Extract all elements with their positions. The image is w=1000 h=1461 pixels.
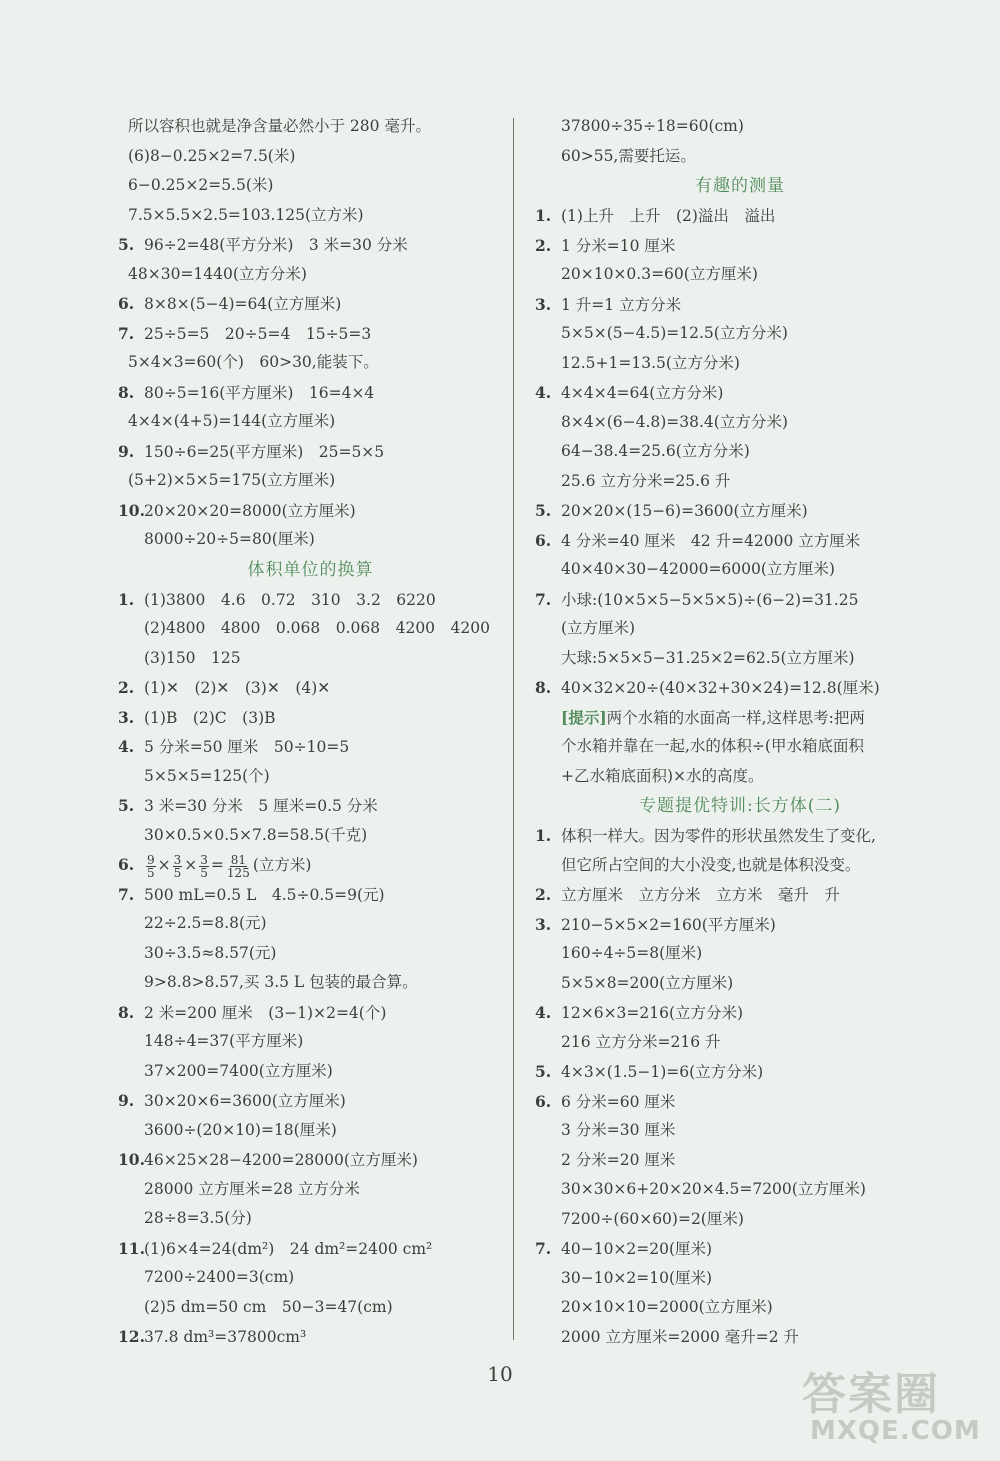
answer-text: 5×5×8=200(立方厘米) xyxy=(561,973,734,992)
fraction-denominator: 125 xyxy=(226,865,250,880)
answer-line xyxy=(535,112,945,142)
answer-line xyxy=(118,939,503,969)
answer-line xyxy=(535,644,945,674)
answer-text: (1)3800 4.6 0.72 310 3.2 6220 xyxy=(144,590,436,609)
answer-text: +乙水箱底面积)×水的高度。 xyxy=(561,766,764,785)
answer-line xyxy=(535,378,945,408)
answer-text: 5×5×5=125(个) xyxy=(144,766,270,785)
answer-line xyxy=(118,171,503,201)
answer-text: 216 立方分米=216 升 xyxy=(561,1032,721,1051)
question-number: 2. xyxy=(118,678,135,697)
section-heading: 体积单位的换算 xyxy=(247,559,374,580)
answer-line xyxy=(118,909,503,939)
answer-text: 立方厘米 立方分米 立方米 毫升 升 xyxy=(561,886,841,904)
answer-line xyxy=(535,496,945,526)
answer-line xyxy=(118,348,503,378)
answer-text: 500 mL=0.5 L 4.5÷0.5=9(元) xyxy=(144,885,385,904)
answer-line xyxy=(118,1322,503,1352)
question-number: 7. xyxy=(535,1239,552,1258)
question-number: 12. xyxy=(118,1327,145,1346)
answer-text: 2000 立方厘米=2000 毫升=2 升 xyxy=(561,1327,800,1346)
question-number: 7. xyxy=(118,884,135,904)
answer-text: 210−5×5×2=160(平方厘米) xyxy=(561,915,776,934)
answer-line xyxy=(118,703,503,733)
answer-line xyxy=(535,231,945,261)
answer-text: 40−10×2=20(厘米) xyxy=(561,1240,713,1258)
math-operator: = xyxy=(210,856,224,874)
answer-text: (2)5 dm=50 cm 50−3=47(cm) xyxy=(144,1297,393,1316)
answer-line xyxy=(118,1204,503,1234)
answer-text: 7200÷(60×60)=2(厘米) xyxy=(561,1209,744,1228)
fraction-numerator: 81 xyxy=(230,852,247,867)
answer-line xyxy=(535,1264,945,1294)
answer-text: 小球:(10×5×5−5×5×5)÷(6−2)=31.25 xyxy=(561,590,859,609)
answer-line xyxy=(118,378,503,408)
answer-line xyxy=(535,1323,945,1353)
question-number: 7. xyxy=(535,589,552,609)
answer-line xyxy=(118,850,503,880)
question-number: 6. xyxy=(535,530,552,550)
answer-text: 1 升=1 立方分米 xyxy=(561,295,682,314)
math-operator: × xyxy=(157,856,171,874)
question-number: 10. xyxy=(118,500,145,520)
answer-text: 但它所占空间的大小没变,也就是体积没变。 xyxy=(561,855,861,874)
answer-text: 46×25×28−4200=28000(立方厘米) xyxy=(144,1151,418,1169)
question-number: 6. xyxy=(118,855,135,874)
watermark-text-en: MXQE.COM xyxy=(810,1416,981,1446)
answer-text: (6)8−0.25×2=7.5(米) xyxy=(128,146,296,165)
question-number: 9. xyxy=(118,441,135,461)
answer-text: 2 分米=20 厘米 xyxy=(561,1150,676,1169)
fraction-numerator: 3 xyxy=(200,852,208,867)
fraction-numerator: 3 xyxy=(173,852,182,867)
answer-text: 5×4×3=60(个) 60>30,能装下。 xyxy=(128,353,379,371)
answer-line xyxy=(118,1086,503,1116)
answer-line xyxy=(535,1234,945,1264)
answer-line xyxy=(118,1175,503,1205)
answer-line xyxy=(118,1057,503,1087)
column-divider xyxy=(513,118,514,1340)
answer-line xyxy=(535,939,945,969)
answer-text: 28000 立方厘米=28 立方分米 xyxy=(144,1179,360,1198)
answer-line xyxy=(535,673,945,703)
fraction xyxy=(226,854,251,879)
answer-line xyxy=(118,821,503,851)
answer-line xyxy=(118,142,503,172)
answer-text: 大球:5×5×5−31.25×2=62.5(立方厘米) xyxy=(561,648,855,667)
answer-line xyxy=(118,644,503,674)
answer-text: 1 分米=10 厘米 xyxy=(561,236,676,255)
answer-text: 20×20×20=8000(立方厘米) xyxy=(144,501,356,520)
question-number: 3. xyxy=(535,914,552,934)
answer-text: 30×30×6+20×20×4.5=7200(立方厘米) xyxy=(561,1180,866,1198)
answer-line xyxy=(118,998,503,1028)
answer-line xyxy=(118,968,503,998)
answer-text: 30÷3.5≈8.57(元) xyxy=(144,943,277,962)
answer-text: 30−10×2=10(厘米) xyxy=(561,1268,713,1287)
fraction xyxy=(199,854,209,879)
fraction xyxy=(146,854,156,879)
answer-text: 8×4×(6−4.8)=38.4(立方分米) xyxy=(561,412,788,431)
answer-line xyxy=(535,1116,945,1146)
answer-text: 3600÷(20×10)=18(厘米) xyxy=(144,1120,337,1139)
watermark-text-cn: 答案圈 xyxy=(802,1369,940,1420)
answer-line xyxy=(535,910,945,940)
question-number: 1. xyxy=(118,589,135,609)
question-number: 5. xyxy=(535,501,552,520)
answer-text: 5×5×(5−4.5)=12.5(立方分米) xyxy=(561,324,788,342)
answer-line xyxy=(535,260,945,290)
answer-text: (3)150 125 xyxy=(144,648,241,667)
answer-line xyxy=(118,732,503,762)
question-number: 11. xyxy=(118,1238,145,1258)
answer-text: 3 分米=30 厘米 xyxy=(561,1121,676,1139)
answer-line xyxy=(118,880,503,910)
answer-line xyxy=(535,880,945,910)
fraction-denominator: 5 xyxy=(200,865,208,880)
answer-line xyxy=(118,260,503,290)
answer-text: 8×8×(5−4)=64(立方厘米) xyxy=(144,295,342,313)
answer-text: 体积一样大。因为零件的形状虽然发生了变化, xyxy=(561,827,876,845)
answer-line xyxy=(118,1263,503,1293)
tip-label: [提示] xyxy=(561,707,607,727)
fraction-expression xyxy=(144,852,312,880)
answer-line xyxy=(535,1087,945,1117)
answer-text: 148÷4=37(平方厘米) xyxy=(144,1032,304,1050)
answer-line xyxy=(535,526,945,556)
question-number: 8. xyxy=(535,678,552,697)
answer-line xyxy=(535,614,945,644)
page-number: 10 xyxy=(487,1362,513,1386)
answer-text: 12.5+1=13.5(立方分米) xyxy=(561,353,740,372)
question-number: 3. xyxy=(118,707,135,727)
answer-line xyxy=(535,201,945,231)
answer-text: 7.5×5.5×2.5=103.125(立方米) xyxy=(128,205,364,224)
answer-line xyxy=(118,1145,503,1175)
answer-text: (1)上升 上升 (2)溢出 溢出 xyxy=(561,207,776,225)
answer-text: 150÷6=25(平方厘米) 25=5×5 xyxy=(144,442,385,461)
answer-line xyxy=(118,112,503,142)
question-number: 7. xyxy=(118,323,135,343)
answer-text: 25.6 立方分米=25.6 升 xyxy=(561,471,731,490)
answer-text: (1)6×4=24(dm²) 24 dm²=2400 cm² xyxy=(144,1239,433,1258)
answer-line xyxy=(535,1146,945,1176)
answer-line xyxy=(118,1027,503,1057)
answer-text: (立方厘米) xyxy=(561,619,636,637)
answer-line xyxy=(118,407,503,437)
fraction-numerator: 9 xyxy=(147,852,155,867)
answer-line xyxy=(535,732,945,762)
answer-text: 5 分米=50 厘米 50÷10=5 xyxy=(144,738,350,756)
answer-line xyxy=(118,201,503,231)
answer-text: 37.8 dm³=37800cm³ xyxy=(144,1328,307,1346)
answer-text: 37×200=7400(立方厘米) xyxy=(144,1061,333,1080)
question-number: 1. xyxy=(535,826,552,845)
question-number: 5. xyxy=(118,235,135,254)
question-number: 4. xyxy=(535,383,552,402)
answer-text: 40×32×20÷(40×32+30×24)=12.8(厘米) xyxy=(561,679,880,697)
answer-line xyxy=(118,230,503,260)
question-number: 6. xyxy=(535,1091,552,1111)
answer-line xyxy=(535,1175,945,1205)
answer-line xyxy=(535,969,945,999)
question-number: 4. xyxy=(118,737,135,756)
answer-line xyxy=(118,496,503,526)
answer-text: 20×10×10=2000(立方厘米) xyxy=(561,1298,773,1316)
answer-line xyxy=(535,851,945,881)
answer-line xyxy=(118,673,503,703)
answer-text: 64−38.4=25.6(立方分米) xyxy=(561,442,750,460)
section-heading: 专题提优特训:长方体(二) xyxy=(639,796,841,816)
answer-line xyxy=(118,1234,503,1264)
answer-line xyxy=(535,290,945,320)
question-number: 3. xyxy=(535,294,552,314)
question-number: 4. xyxy=(535,1003,552,1022)
answer-text: 4×3×(1.5−1)=6(立方分米) xyxy=(561,1063,764,1081)
answer-line xyxy=(118,614,503,644)
answer-line xyxy=(535,349,945,379)
answer-text: 48×30=1440(立方分米) xyxy=(128,264,307,283)
question-number: 2. xyxy=(535,235,552,255)
answer-line xyxy=(535,142,945,172)
answer-text: 37800÷35÷18=60(cm) xyxy=(561,117,744,135)
answer-line xyxy=(535,1293,945,1323)
answer-line xyxy=(535,555,945,585)
answer-line xyxy=(118,1116,503,1146)
answer-line xyxy=(118,762,503,792)
answer-text: 2 米=200 厘米 (3−1)×2=4(个) xyxy=(144,1003,387,1022)
question-number: 5. xyxy=(118,796,135,815)
answer-text: 28÷8=3.5(分) xyxy=(144,1209,252,1227)
answer-text: 22÷2.5=8.8(元) xyxy=(144,914,267,932)
answer-text: 20×10×0.3=60(立方厘米) xyxy=(561,265,758,283)
answer-text: 4×4×(4+5)=144(立方厘米) xyxy=(128,412,336,430)
answer-text: 25÷5=5 20÷5=4 15÷5=3 xyxy=(144,324,372,343)
question-number: 5. xyxy=(535,1062,552,1081)
answer-line xyxy=(535,1057,945,1087)
math-operator: × xyxy=(184,856,198,874)
answer-text: 两个水箱的水面高一样,这样思考:把两 xyxy=(606,708,865,727)
answer-text: 8000÷20÷5=80(厘米) xyxy=(144,530,315,548)
answer-text: 7200÷2400=3(cm) xyxy=(144,1268,295,1286)
answer-text: (1)B (2)C (3)B xyxy=(144,708,276,727)
answer-line xyxy=(535,821,945,851)
question-number: 6. xyxy=(118,294,135,313)
answer-line xyxy=(118,525,503,555)
answer-line xyxy=(535,1028,945,1058)
question-number: 2. xyxy=(535,885,552,904)
question-number: 9. xyxy=(118,1091,135,1110)
answer-line xyxy=(118,289,503,319)
answer-text: 12×6×3=216(立方分米) xyxy=(561,1004,744,1022)
answer-text: 60>55,需要托运。 xyxy=(561,146,696,165)
answer-text: 40×40×30−42000=6000(立方厘米) xyxy=(561,560,835,578)
answer-line xyxy=(535,703,945,733)
fraction-denominator: 5 xyxy=(147,865,155,880)
answer-line xyxy=(535,319,945,349)
question-number: 1. xyxy=(535,206,552,225)
answer-line xyxy=(535,998,945,1028)
answer-text: 9>8.8>8.57,买 3.5 L 包装的最合算。 xyxy=(144,973,418,991)
answer-line xyxy=(535,585,945,615)
answer-text: 6 分米=60 厘米 xyxy=(561,1092,676,1111)
right-column xyxy=(535,112,945,1352)
answer-text: 30×20×6=3600(立方厘米) xyxy=(144,1092,346,1110)
answer-text: 所以容积也就是净含量必然小于 280 毫升。 xyxy=(128,117,431,135)
answer-text: 160÷4÷5=8(厘米) xyxy=(561,944,703,962)
unit-text: (立方米) xyxy=(252,856,312,874)
answer-text: 20×20×(15−6)=3600(立方厘米) xyxy=(561,502,808,520)
answer-text: 6−0.25×2=5.5(米) xyxy=(128,176,274,194)
answer-line xyxy=(118,437,503,467)
answer-line xyxy=(118,791,503,821)
answer-text: 80÷5=16(平方厘米) 16=4×4 xyxy=(144,383,375,402)
answer-line xyxy=(118,585,503,615)
answer-text: 4×4×4=64(立方分米) xyxy=(561,384,724,402)
fraction-denominator: 5 xyxy=(173,865,182,880)
answer-text: (2)4800 4800 0.068 0.068 4200 4200 xyxy=(144,619,490,637)
answer-text: 3 米=30 分米 5 厘米=0.5 分米 xyxy=(144,797,378,815)
answer-text: (5+2)×5×5=175(立方厘米) xyxy=(128,471,336,489)
answer-text: 30×0.5×0.5×7.8=58.5(千克) xyxy=(144,825,368,844)
answer-line xyxy=(118,1293,503,1323)
answer-text: 个水箱并靠在一起,水的体积÷(甲水箱底面积 xyxy=(561,737,864,755)
answer-text: (1)✕ (2)✕ (3)✕ (4)✕ xyxy=(144,679,331,697)
answer-text: 96÷2=48(平方分米) 3 米=30 分米 xyxy=(144,236,408,254)
answer-text: 4 分米=40 厘米 42 升=42000 立方厘米 xyxy=(561,531,861,550)
question-number: 10. xyxy=(118,1150,145,1169)
answer-line xyxy=(535,467,945,497)
answer-line xyxy=(118,319,503,349)
question-number: 8. xyxy=(118,1002,135,1022)
watermark-logo xyxy=(792,1358,992,1453)
section-heading: 有趣的测量 xyxy=(695,176,785,196)
left-column xyxy=(118,112,503,1352)
answer-line xyxy=(535,437,945,467)
question-number: 8. xyxy=(118,382,135,402)
answer-line xyxy=(535,1205,945,1235)
answer-line xyxy=(535,408,945,438)
answer-line xyxy=(118,466,503,496)
fraction xyxy=(173,854,183,879)
answer-line xyxy=(535,762,945,792)
